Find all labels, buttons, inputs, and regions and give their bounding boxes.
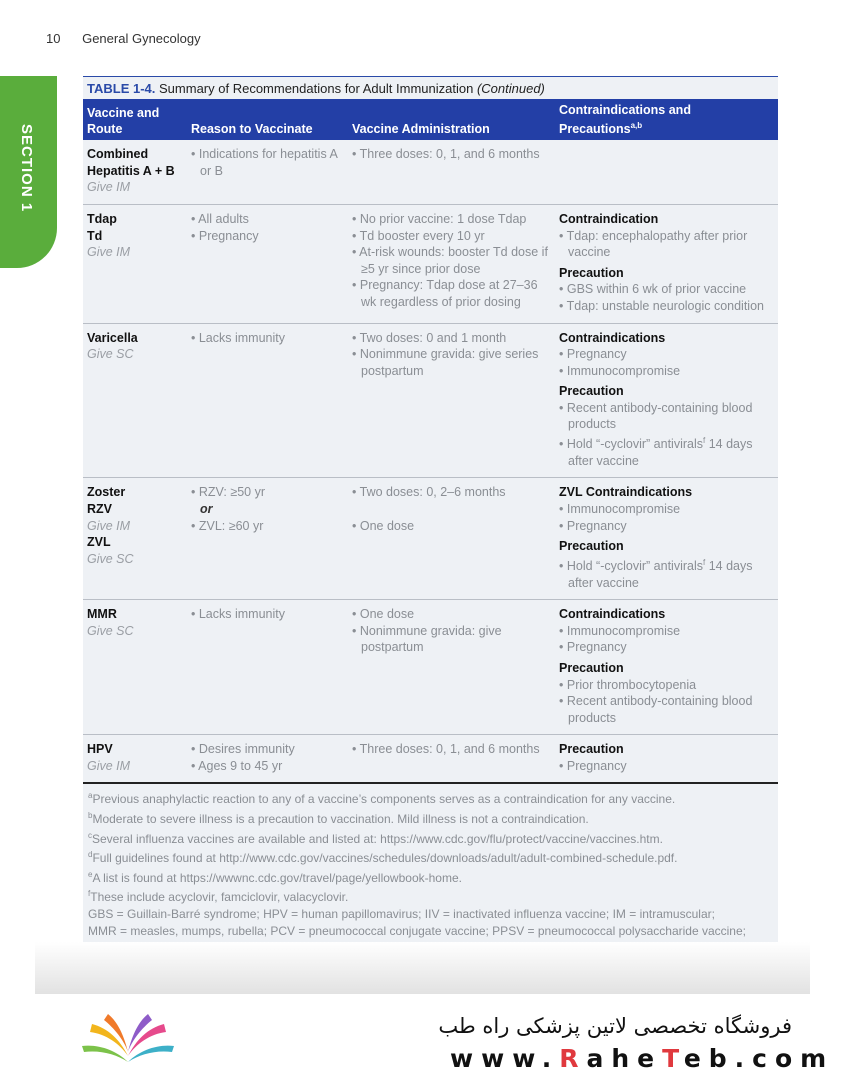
cell-contra <box>555 478 778 600</box>
footnote: $^c$Several influenza vaccines are available and listed at: https://www.cdc.gov/flu/protect/vaccine/vaccines.htm. <box>88 830 663 846</box>
contra-heading: ZVL Contraindications <box>559 485 693 500</box>
cell-admin <box>348 323 555 478</box>
list-item: • Recent antibody-containing blood products <box>559 400 753 432</box>
cell-admin <box>348 600 555 735</box>
abbreviations-line: GBS = Guillain-Barré syndrome; HPV = human papillomavirus; IIV = inactivated influenza vaccine; IM = intramuscular; <box>88 907 715 922</box>
list-item: • Two doses: 0 and 1 month <box>352 330 507 345</box>
list-item: • Td booster every 10 yr <box>352 228 485 243</box>
list-item: • One dose <box>352 519 415 533</box>
list-item: • One dose <box>352 607 415 622</box>
cell-admin <box>348 140 555 204</box>
cell-vaccine <box>83 140 187 204</box>
vaccine-name: Td <box>87 228 103 243</box>
list-item: • Three doses: 0, 1, and 6 months <box>352 742 540 757</box>
list-item: • Immunocompromise <box>559 623 681 638</box>
header-vaccine-line2: Route <box>87 122 123 137</box>
vaccine-route: Give IM <box>87 518 131 533</box>
vaccine-route: Give SC <box>87 347 134 362</box>
precaution-heading: Precaution <box>559 742 624 757</box>
cell-vaccine <box>83 600 187 735</box>
precaution-heading: Precaution <box>559 539 624 554</box>
cell-reason <box>187 323 348 478</box>
store-url: www.RaheTeb.com <box>450 1044 835 1073</box>
header-contra <box>555 99 778 140</box>
table-row-hepatitis <box>83 140 778 204</box>
cell-reason <box>187 478 348 600</box>
list-item: • GBS within 6 wk of prior vaccine <box>559 282 747 297</box>
precaution-heading: Precaution <box>559 660 624 675</box>
list-item: • Pregnancy <box>559 347 627 362</box>
store-name: فروشگاه تخصصی لاتین پزشکی راه طب <box>438 1014 792 1038</box>
list-item: • At-risk wounds: booster Td dose if ≥5 yr since prior dose <box>352 245 548 276</box>
cell-vaccine <box>83 204 187 323</box>
cell-contra <box>555 140 778 204</box>
list-item: • Two doses: 0, 2–6 months <box>352 485 506 500</box>
cell-reason <box>187 600 348 735</box>
header-vaccine <box>83 99 187 140</box>
footnote: $^b$Moderate to severe illness is a precaution to vaccination. Mild illness is not a contraindication. <box>88 811 589 827</box>
abbreviations-line: MMR = measles, mumps, rubella; PCV = pneumococcal conjugate vaccine; PPSV = pneumococcal polysaccharide vaccine; <box>88 923 746 938</box>
list-item: • Hold “-cyclovir” antivirals$^f$ 14 days after vaccine <box>559 557 753 590</box>
table-row-zoster <box>83 478 778 600</box>
page-number: 10 <box>46 31 61 46</box>
vaccine-name: Hepatitis A + B <box>87 163 175 178</box>
list-item: • Hold “-cyclovir” antivirals$^f$ 14 days after vaccine <box>559 436 753 468</box>
vaccine-name: RZV <box>87 502 112 516</box>
list-item: • Pregnancy: Tdap dose at 27–36 wk regardless of prior dosing <box>352 278 538 309</box>
footnote: $^e$A list is found at https://wwwnc.cdc.gov/travel/page/yellowbook-home. <box>88 869 462 885</box>
header-vaccine-line1: Vaccine and <box>87 106 160 121</box>
list-item: • RZV: ≥50 yr <box>191 485 265 500</box>
contra-heading: Contraindication <box>559 211 659 226</box>
list-item: • Pregnancy <box>191 228 259 243</box>
cell-contra <box>555 204 778 323</box>
header-admin: Vaccine Administration <box>348 99 555 140</box>
table-row-hpv <box>83 735 778 784</box>
vaccine-name: Zoster <box>87 485 126 500</box>
cell-vaccine <box>83 478 187 600</box>
vaccine-name: Varicella <box>87 330 138 345</box>
footnote: $^f$These include acyclovir, famciclovir, valacyclovir. <box>88 889 349 905</box>
vaccine-route: Give IM <box>87 180 131 195</box>
vaccine-name: ZVL <box>87 535 111 550</box>
running-header <box>46 31 201 46</box>
table-row-tdap <box>83 204 778 323</box>
list-item: • Pregnancy <box>559 518 627 533</box>
cell-vaccine <box>83 735 187 784</box>
cell-reason <box>187 735 348 784</box>
list-item: • Nonimmune gravida: give series postpartum <box>352 347 539 378</box>
cell-admin <box>348 478 555 600</box>
table-caption <box>83 77 778 99</box>
list-item: • Lacks immunity <box>191 330 285 345</box>
list-item: • Indications for hepatitis A or B <box>191 147 338 178</box>
cell-admin <box>348 204 555 323</box>
list-item: • Nonimmune gravida: give postpartum <box>352 623 502 655</box>
table-row-varicella <box>83 323 778 478</box>
list-item: • ZVL: ≥60 yr <box>191 518 264 533</box>
table-row-mmr <box>83 600 778 735</box>
vaccine-name: Tdap <box>87 211 117 226</box>
vaccine-route: Give IM <box>87 245 131 260</box>
vaccine-name: Combined <box>87 147 149 162</box>
cell-contra <box>555 323 778 478</box>
table-title: Summary of Recommendations for Adult Immunization <box>159 81 474 96</box>
footnote: $^d$Full guidelines found at http://www.cdc.gov/vaccines/schedules/downloads/adult/adult-combined-schedule.pdf. <box>88 850 678 866</box>
list-item: • Pregnancy <box>559 758 627 773</box>
header-contra-line2: Precautions <box>559 122 631 137</box>
list-item: • No prior vaccine: 1 dose Tdap <box>352 211 527 226</box>
list-item: • Pregnancy <box>559 640 627 655</box>
vaccine-name: MMR <box>87 607 117 622</box>
or-label: or <box>200 502 213 516</box>
vaccine-route: Give SC <box>87 623 134 638</box>
list-item: • All adults <box>191 211 249 226</box>
header-contra-line1: Contraindications and <box>559 103 691 117</box>
running-title: General Gynecology <box>82 31 201 46</box>
vaccine-route: Give IM <box>87 758 131 773</box>
immunization-table <box>83 99 778 784</box>
list-item: • Ages 9 to 45 yr <box>191 758 283 773</box>
section-tab-label: SECTION 1 <box>18 124 35 213</box>
list-item: • Immunocompromise <box>559 502 681 516</box>
list-item: • Three doses: 0, 1, and 6 months <box>352 147 540 162</box>
table-block <box>83 76 778 994</box>
contra-heading: Contraindications <box>559 330 666 345</box>
table-continued: (Continued) <box>476 81 545 96</box>
list-item: • Tdap: unstable neurologic condition <box>559 298 764 313</box>
header-reason: Reason to Vaccinate <box>187 99 348 140</box>
precaution-heading: Precaution <box>559 265 624 280</box>
cell-contra <box>555 735 778 784</box>
header-contra-sup: a,b <box>630 121 643 130</box>
list-item: • Immunocompromise <box>559 363 681 378</box>
table-number: TABLE 1-4. <box>87 81 156 96</box>
book-logo-icon <box>78 1010 178 1066</box>
precaution-heading: Precaution <box>559 384 624 399</box>
list-item: • Tdap: encephalopathy after prior vaccine <box>559 228 748 260</box>
footnote: $^a$Previous anaphylactic reaction to any of a vaccine’s components serves as a contraindication for any vaccine. <box>88 791 676 807</box>
list-item: • Desires immunity <box>191 742 295 757</box>
section-tab <box>0 76 57 268</box>
list-item: • Lacks immunity <box>191 607 285 622</box>
cell-vaccine <box>83 323 187 478</box>
contra-heading: Contraindications <box>559 607 666 622</box>
vaccine-name: HPV <box>87 742 113 757</box>
list-item: • Recent antibody-containing blood products <box>559 694 753 725</box>
cell-admin <box>348 735 555 784</box>
page-shadow <box>35 942 810 994</box>
table-header-row <box>83 99 778 140</box>
cell-reason <box>187 140 348 204</box>
list-item: • Prior thrombocytopenia <box>559 677 697 692</box>
cell-contra <box>555 600 778 735</box>
cell-reason <box>187 204 348 323</box>
vaccine-route: Give SC <box>87 551 134 566</box>
